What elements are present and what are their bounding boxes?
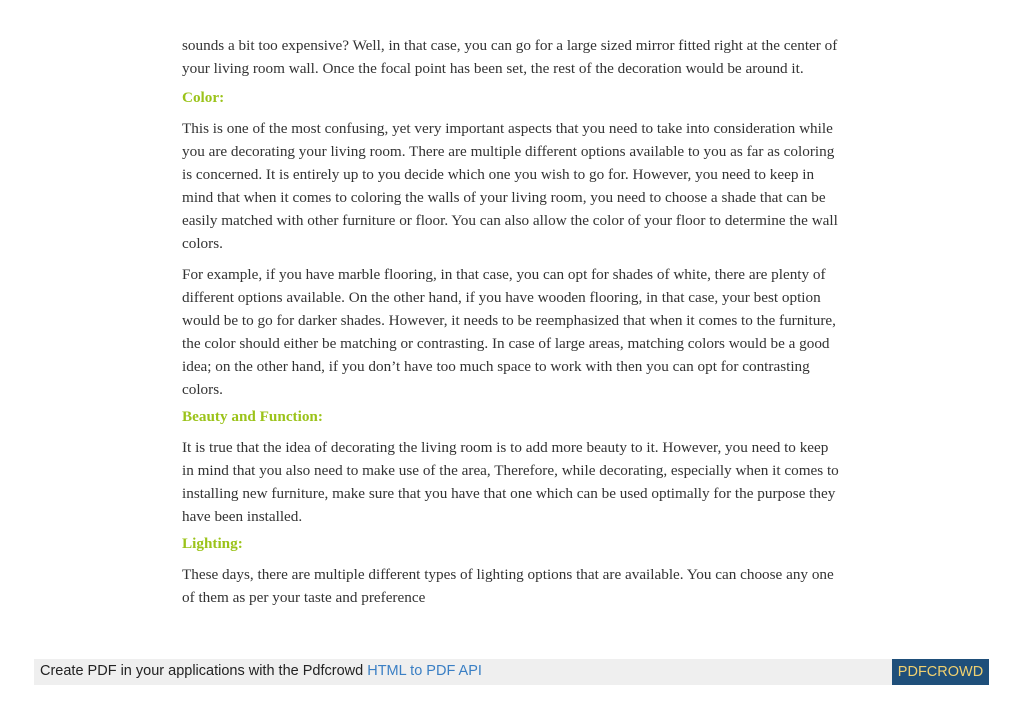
color-paragraph-1: This is one of the most confusing, yet very important aspects that you need to take into consideration while you are decorating your living room. There are multiple different options available to you as far as coloring is concerned. It is entirely up to you decide which one you wish to go for. However, you need to keep in mind that when it comes to coloring the walls of your living room, you need to choose a shade that can be easily matched with other furniture or floor. You can also allow the color of your floor to determine the wall colors. bbox=[182, 120, 838, 252]
beauty-function-paragraph: It is true that the idea of decorating the living room is to add more beauty to it. However, you need to keep in mind that you also need to make use of the area, Therefore, while decorating, especially when it comes to installing new furniture, make sure that you have that one which can be used optimally for the purpose they have been installed. bbox=[182, 439, 839, 525]
pdfcrowd-badge[interactable]: PDFCROWD bbox=[892, 659, 989, 685]
article-body bbox=[182, 34, 842, 617]
lighting-paragraph: These days, there are multiple different types of lighting options that are available. You can choose any one of them as per your taste and preference bbox=[182, 566, 834, 606]
intro-paragraph: sounds a bit too expensive? Well, in that case, you can go for a large sized mirror fitted right at the center of your living room wall. Once the focal point has been set, the rest of the decoration would be around it. bbox=[182, 37, 838, 77]
color-heading: Color: bbox=[182, 89, 225, 106]
lighting-heading: Lighting: bbox=[182, 535, 243, 552]
beauty-function-heading: Beauty and Function: bbox=[182, 408, 323, 425]
color-paragraph-2: For example, if you have marble flooring, in that case, you can opt for shades of white, there are plenty of different options available. On the other hand, if you have wooden flooring, in that case, your best option would be to go for darker shades. However, it needs to be reemphasized that when it comes to the furniture, the color should either be matching or contrasting. In case of large areas, matching colors would be a good idea; on the other hand, if you don’t have too much space to work with then you can opt for contrasting colors. bbox=[182, 266, 836, 398]
pdfcrowd-footer bbox=[34, 659, 989, 685]
footer-text bbox=[40, 663, 482, 679]
html-to-pdf-api-link[interactable]: HTML to PDF API bbox=[367, 663, 482, 679]
footer-caption: Create PDF in your applications with the Pdfcrowd bbox=[40, 663, 368, 679]
